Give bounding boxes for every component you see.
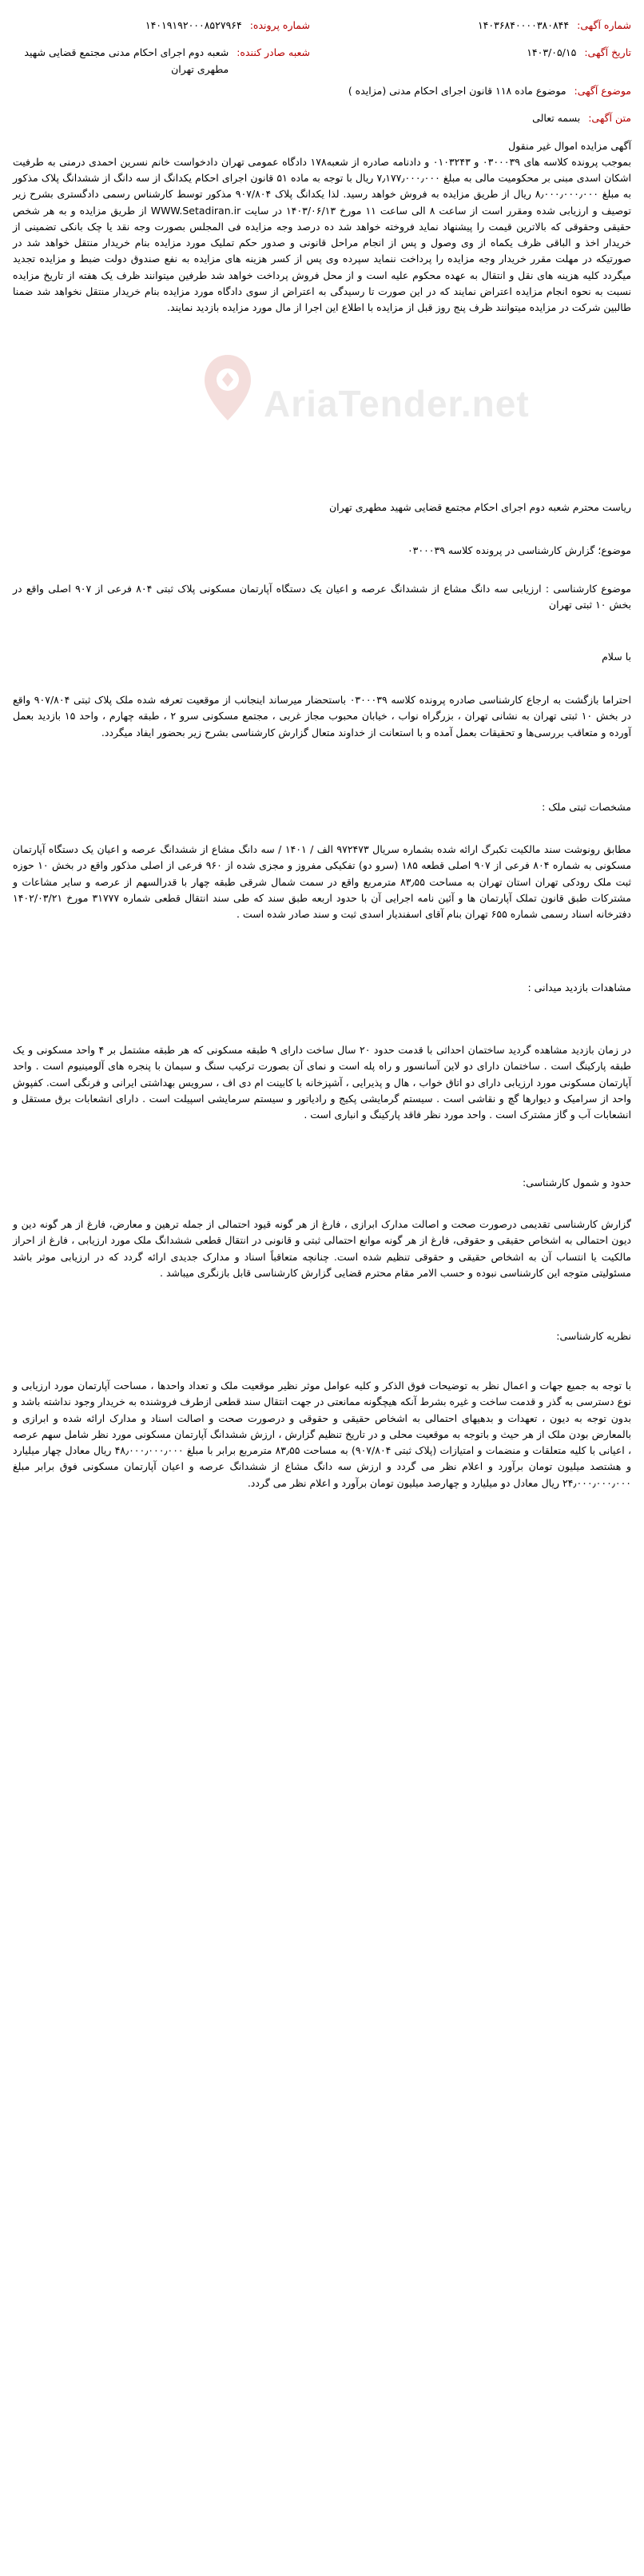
expert-subject-paragraph: موضوع کارشناسی : ارزیابی سه دانگ مشاع از ششدانگ عرصه و اعیان یک دستگاه آپارتمان مسکونی پلاک ثبتی ۸۰۴ فرعی از ۹۰۷ اصلی واقع در بخش ۱۰ ثبتی تهران xyxy=(13,583,631,611)
issuer-field xyxy=(13,45,310,78)
subject-label: موضوع آگهی: xyxy=(574,85,631,97)
scope-paragraph: گزارش کارشناسی تقدیمی درصورت صحت و اصالت مدارک ابرازی ، فارغ از هر گونه قیود احتمالی از جمله ترهین و معارض، فارغ از هر گونه دین و دیون احتمالی به اشخاص حقیقی و حقوقی، فارغ از هر گونه موانع احتمالی ثبتی و قانونی در انتقال قطعی ششدانگ ملک مورد ارزیابی ، فارغ از احراز مالکیت یا انتساب آن به اشخاص حقیقی و حقوقی تنظیم شده است. چنانچه متعاقباً اسناد و مدارک جدیدی ارائه گردد که در ارزیابی موثر باشد مسئولیتی متوجه این کارشناسی نبوده و حسب الامر مقام محترم قضایی گزارش کارشناسی قابل بازنگری میباشد . xyxy=(13,1218,631,1279)
subject-value: موضوع ماده ۱۱۸ قانون اجرای احکام مدنی (مزایده ) xyxy=(348,85,566,97)
case-number: ۱۴۰۱۹۱۹۲۰۰۰۸۵۲۷۹۶۴ xyxy=(145,19,242,31)
case-number-label: شماره پرونده: xyxy=(249,19,310,31)
field-visit-paragraph: در زمان بازدید مشاهده گردید ساختمان احداثی با قدمت حدود ۲۰ سال ساخت دارای ۹ طبقه مسکونی که هر طبقه مشتمل بر ۴ واحد مسکونی و یک طبقه پارکینگ است . ساختمان دارای دو لاین آسانسور و راه پله است و نمای آن بصورت ترکیب سنگ و سیمان با پنجره های آلومینیوم است . واحد آپارتمان مسکونی مورد ارزیابی دارای دو اتاق خواب ، هال و پذیرایی ، آشپزخانه با کابینت ام دی اف ، سرویس بهداشتی ایرانی و فرنگی است. کفپوش واحد از سرامیک و دیوارها گچ و نقاشی است . سیستم گرمایشی پکیج و رادیاتور و سیستم سرمایشی اسپیلت است . دارای انشعابات برق مستقل و انشعابات آب و گاز مشترک است . واحد مورد نظر فاقد پارکینگ و انباری است . xyxy=(13,1044,631,1121)
notice-number: ۱۴۰۳۶۸۴۰۰۰۰۳۸۰۸۴۴ xyxy=(477,19,570,31)
notice-number-label: شماره آگهی: xyxy=(577,19,631,31)
opinion-paragraph: با توجه به جمیع جهات و اعمال نظر به توضیحات فوق الذکر و کلیه عوامل موثر نظیر موقعیت ملک و تعداد واحدها ، مساحت آپارتمان مورد ارزیابی و نوع دسترسی به گذر و قدمت ساخت و غیره بشرط آنکه هیچگونه ممانعتی در جهت انتقال سند قطعی ازطرف فروشنده به خریدار وجود نداشته باشد و بدون توجه به دیون ، تعهدات و بدهیهای احتمالی به اشخاص حقیقی و حقوقی و درصورت صحت و اصالت اسناد و مدارک ارائه شده و ابرازی و بالمعارض بودن ملک از هر حیث و باتوجه به موقعیت محلی و در تاریخ تنظیم گزارش ، ارزش ششدانگ آپارتمان مسکونی مورد نظر شامل سهم عرصه ، اعیانی با کلیه متعلقات و منضمات و امتیازات (پلاک ثبتی ۹۰۷/۸۰۴) به مساحت ۸۳٫۵۵ مترمربع برابر با مبلغ ۴۸٫۰۰۰٫۰۰۰٫۰۰۰ ریال معادل چهار میلیارد و هشتصد میلیون تومان برآورد و اعلام نظر می گردد و ارزش سه دانگ مشاع از ششدانگ عرصه و اعیان آپارتمان مسکونی فوق برابر مبلغ ۲۴٫۰۰۰٫۰۰۰٫۰۰۰ ریال معادل دو میلیارد و چهارصد میلیون تومان برآورد و اعلام نظر می گردد. xyxy=(13,1380,632,1489)
ariatender-watermark xyxy=(200,336,530,448)
issuer-label: شعبه صادر کننده: xyxy=(237,46,310,59)
field-visit-heading: مشاهدات بازدید میدانی : xyxy=(527,981,631,993)
registration-heading: مشخصات ثبتی ملک : xyxy=(542,801,631,813)
notice-text-label: متن آگهی: xyxy=(588,112,631,125)
report-subject-line: موضوع؛ گزارش کارشناسی در پرونده کلاسه ۰۳۰۰۰۳۹ xyxy=(407,544,631,556)
auction-title: آگهی مزایده اموال غیر منقول xyxy=(508,139,631,152)
issuer: شعبه دوم اجرای احکام مدنی مجتمع قضایی شهید مطهری تهران xyxy=(24,46,229,75)
notice-date: ۱۴۰۳/۰۵/۱۵ xyxy=(527,46,577,59)
registration-paragraph: مطابق رونوشت سند مالکیت تکبرگ ارائه شده بشماره سریال ۹۷۲۴۷۳ الف / ۱۴۰۱ / سه دانگ مشاع از ششدانگ عرصه و اعیان یک دستگاه آپارتمان مسکونی به شماره ۸۰۴ فرعی از ۹۰۷ اصلی قطعه ۱۸۵ (سرو دو) تفکیکی مفروز و مجزی شده از ۹۶۰ فرعی از اصلی مذکور واقع در بخش ۱۰ حوزه ثبت ملک رودکی تهران استان تهران به مساحت ۸۳٫۵۵ مترمربع واقع در سمت شمال شرقی طبقه چهار با قدرالسهم از عرصه و سایر مشاعات و مشترکات طبق قانون تملک آپارتمان ها و آئین نامه اجرایی آن با حدود اربعه طبق سند که طی سند انتقال قطعی شماره ۳۱۷۷۷ مورخ ۱۴۰۲/۰۳/۲۱ دفترخانه اسناد رسمی شماره ۶۵۵ تهران بنام آقای اسفندیار اسدی ثبت و سند صادر شده است . xyxy=(13,843,632,920)
notice-header xyxy=(13,18,631,89)
addressee-line: ریاست محترم شعبه دوم اجرای احکام مجتمع قضایی شهید مطهری تهران xyxy=(329,501,631,513)
notice-text-line xyxy=(13,110,631,126)
notice-date-label: تاریخ آگهی: xyxy=(584,46,631,59)
notice-body xyxy=(13,83,631,316)
scope-heading: حدود و شمول کارشناسی: xyxy=(522,1177,631,1188)
notice-date-field xyxy=(334,45,631,61)
greeting: با سلام xyxy=(602,651,631,663)
ariatender-logo-icon xyxy=(200,352,256,424)
subject-line xyxy=(13,83,631,99)
notice-text-value: بسمه تعالی xyxy=(532,112,581,125)
auction-notice-paragraph: بموجب پرونده کلاسه های ۰۳۰۰۰۳۹ و ۰۱۰۳۲۴۳ و دادنامه صادره از شعبه۱۷۸ دادگاه عمومی تهران دادخواست خانم نسرین احمدی درمنی به طرفیت اشکان اسدی مبنی بر محکومیت مالی به مبلغ ۷٫۱۷۷٫۰۰۰٫۰۰۰ ریال با توجه به ماده ۵۱ قانون اجرای احکام یکدانگ از سه دانگ از ششدانگ پلاک مذکور به مبلغ ۸٫۰۰۰٫۰۰۰٫۰۰۰ ریال از طریق مزایده به فروش خواهد رسید. لذا یکدانگ پلاک ۹۰۷/۸۰۴ مذکور توسط کارشناس رسمی دادگستری بشرح زیر توصیف و ارزیابی شده ومقرر است از ساعت ۸ الی ساعت ۱۱ مورخ ۱۴۰۳/۰۶/۱۳ در سایت WWW.Setadiran.ir از طریق مزایده و به هر شخص حقیقی وحقوقی که بالاترین قیمت را پیشنهاد نماید فروخته خواهد شد ده درصد وجه مزایده فی المجلس بصورت وجه نقد یا چک بانکی تضمینی از خریدار اخذ و الباقی ظرف یکماه از وی وصول و پس از انجام مراحل قانونی و صدور حکم تملیک مورد مزایده بنام خریدار منتقل خواهد شد در صورتیکه در مهلت مقرر خریدار وجه مزایده را پرداخت ننماید سپرده وی پس از کسر هزینه های مزایده به نفع صندوق دولت ضبط و مزایده تجدید میگردد کلیه هزینه های نقل و انتقال به عهده محکوم علیه است و از محل فروش پرداخت خواهد شد طرفین میتوانند ظرف یک هفته از تاریخ مزایده نسبت به نحوه انجام مزایده اعتراض نمایند که در این صورت تا رسیدگی به اعتراض از سوی دادگاه مورد مزایده بنام خریدار منتقل نخواهد شد ضمنا طالبین شرکت در مزایده میتوانند ظرف پنج روز قبل از مزایده با اطلاع این اجرا از مال مورد مزایده بازدید نمایند. xyxy=(13,155,631,313)
opinion-heading: نظریه کارشناسی: xyxy=(556,1330,631,1342)
referral-paragraph: احتراما بازگشت به ارجاع کارشناسی صادره پرونده کلاسه ۰۳۰۰۰۳۹ باستحضار میرساند اینجانب از موقعیت تعرفه شده ملک پلاک ثبتی ۹۰۷/۸۰۴ واقع در بخش ۱۰ ثبتی تهران به نشانی تهران ، بزرگراه نواب ، خیابان محبوب مجاز غربی ، مجتمع مسکونی سرو ۲ ، طبقه چهارم ، واحد ۱۵ بازدید بعمل آورده و متعاقب بررسی‌ها و تحقیقات بعمل آمده و با استعانت از خداوند متعال گزارش کارشناسی بشرح زیر بحضور ایفاد میگردد. xyxy=(13,694,631,739)
case-number-field xyxy=(13,18,310,34)
watermark-brand: AriaTender.net xyxy=(264,383,530,424)
notice-number-field xyxy=(334,18,631,34)
